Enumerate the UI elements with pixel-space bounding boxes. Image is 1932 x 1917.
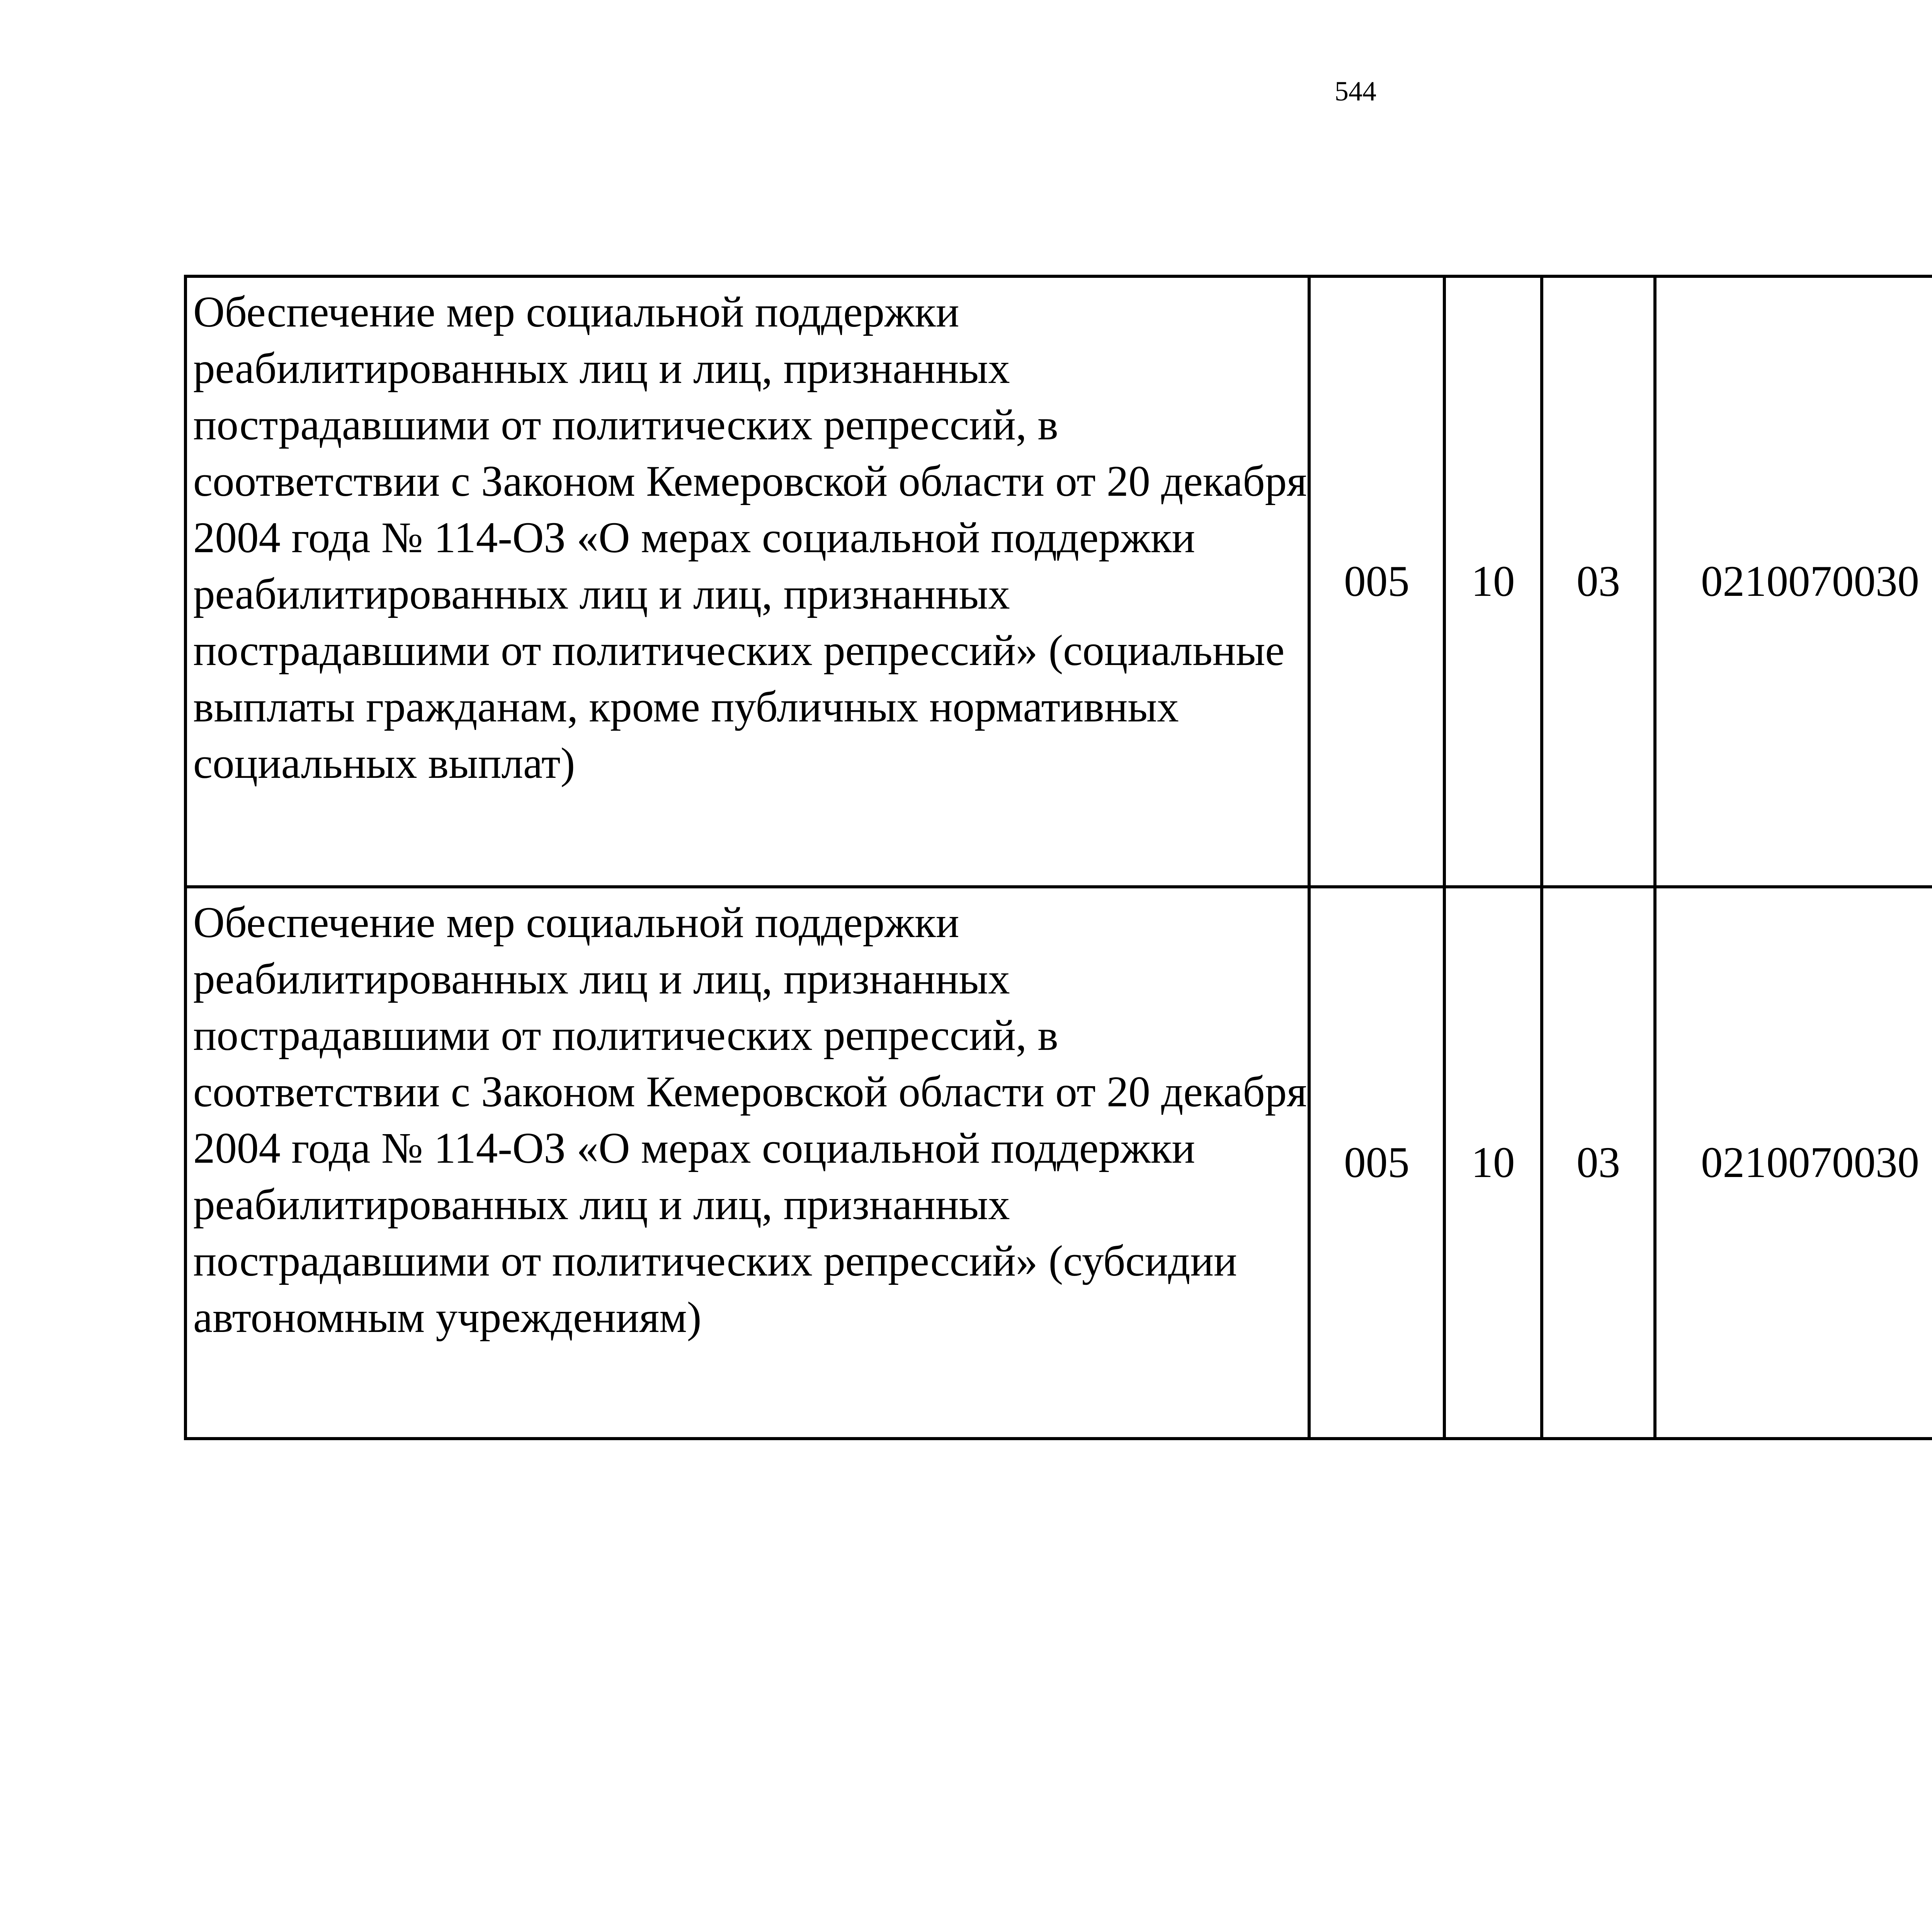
expense-description: Обеспечение мер социальной поддержки реабилитированных лиц и лиц, признанных пострадавшими от политических репрессий, в соответствии с Законом Кемеровской области от 20 декабря 2004 года № 114-ОЗ «О мерах социальной поддержки реабилитированных лиц и лиц, признанных пострадавшими от политических репрессий» (социальные выплаты гражданам, кроме публичных нормативных социальных выплат) bbox=[193, 288, 1307, 788]
ministry-code: 005 bbox=[1309, 276, 1444, 887]
ministry-code: 005 bbox=[1309, 887, 1444, 1439]
table-row bbox=[185, 276, 1932, 887]
table-row bbox=[185, 887, 1932, 1439]
subsection-code: 03 bbox=[1542, 887, 1655, 1439]
section-code: 10 bbox=[1444, 276, 1542, 887]
expense-description-cell bbox=[185, 887, 1309, 1439]
section-code: 10 bbox=[1444, 887, 1542, 1439]
expense-description-cell bbox=[185, 276, 1309, 887]
target-article-code: 0210070030 bbox=[1655, 276, 1932, 887]
budget-table bbox=[184, 275, 1932, 1440]
target-article-code: 0210070030 bbox=[1655, 887, 1932, 1439]
page-number: 544 bbox=[1335, 76, 1376, 107]
subsection-code: 03 bbox=[1542, 276, 1655, 887]
expense-description: Обеспечение мер социальной поддержки реабилитированных лиц и лиц, признанных пострадавшими от политических репрессий, в соответствии с Законом Кемеровской области от 20 декабря 2004 года № 114-ОЗ «О мерах социальной поддержки реабилитированных лиц и лиц, признанных пострадавшими от политических репрессий» (субсидии автономным учреждениям) bbox=[193, 898, 1307, 1342]
